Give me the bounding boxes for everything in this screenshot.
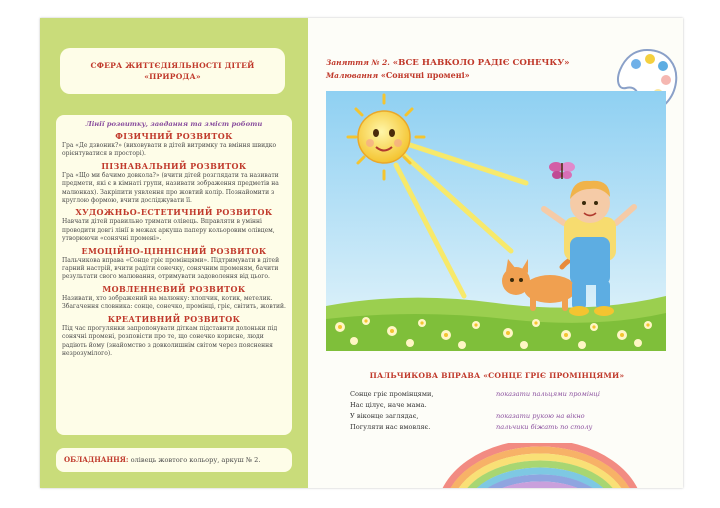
section-title-emotional: ЕМОЦІЙНО-ЦІННІСНИЙ РОЗВИТОК [81,245,267,256]
sphere-subtitle: «ПРИРОДА» [144,72,201,81]
section-title-creative: КРЕАТИВНИЙ РОЗВИТОК [107,313,241,324]
butterfly-icon [549,162,575,179]
rainbow-icon [435,443,645,488]
equipment-box [56,448,292,472]
drawing-heading [326,70,470,80]
drawing-title: «Сонячні промені» [378,70,470,80]
rhyme-line [350,390,650,401]
workbook-spread [40,18,683,488]
rhyme-line [350,423,650,434]
rhyme-line [350,412,650,423]
rhyme-action: пальчики біжать по столу [496,423,593,431]
lesson-label: Заняття № 2. [326,58,390,67]
lesson-title: «ВСЕ НАВКОЛО РАДІЄ СОНЕЧКУ» [389,58,570,68]
finger-exercise-title: ПАЛЬЧИКОВА ВПРАВА «СОНЦЕ ГРІЄ ПРОМІНЦЯМИ» [369,371,625,380]
sphere-header-box [60,48,285,94]
section-title-artistic: ХУДОЖНЬО-ЕСТЕТИЧНИЙ РОЗВИТОК [75,207,273,218]
rhyme-text: Сонце гріє промінцями, [350,390,434,398]
rhyme-text: Погуляти нас вмовляє. [350,423,431,431]
left-page [40,18,308,488]
section-title-cognitive: ПІЗНАВАЛЬНИЙ РОЗВИТОК [101,160,247,171]
rhyme-text: У віконце заглядає, [350,412,419,420]
rhyme-text: Нас цілує, наче мама. [350,401,427,409]
section-text-creative: Під час прогулянки запропонувати діткам підставити долоньки під сонячні промені, розповісти про те, що сонечко корисне, люди радіють йому (знайомство з довколишнім світом через пояснення незрозумілого). [62,324,278,357]
rhyme-action: показати рукою на вікно [496,412,585,420]
lesson-heading [326,58,570,68]
rhyme-line [350,401,650,412]
section-text-emotional: Пальчикова вправа «Сонце гріє промінцями». Підтримувати в дітей гарний настрій, вчити радіти сонечку, сонячним променям, бачити результати свого малювання, отримувати задоволення від цього. [62,256,280,281]
sphere-title: СФЕРА ЖИТТЄДІЯЛЬНОСТІ ДІТЕЙ [90,61,255,70]
equipment-text: олівець жовтого кольору, аркуш № 2. [128,456,261,464]
section-text-speech: Називати, хто зображений на малюнку: хлопчик, котик, метелик. Збагачення словника: сонце, сонечко, промінці, гріє, світить, жовтий. [62,294,286,311]
sunny-meadow-illustration [326,91,666,351]
section-text-artistic: Навчати дітей правильно тримати олівець. Вправляти в умінні проводити довгі лінії в межах аркуша паперу кольоровим олівцем, утворюючи «сонячні промені». [62,218,275,243]
section-title-speech: МОВЛЕННЄВИЙ РОЗВИТОК [102,283,246,294]
section-text-physical: Гра «Де дзвоник?» (виховувати в дітей витримку та вміння швидко орієнтуватися в просторі). [62,142,277,158]
rhyme-action: показати пальцями промінці [496,390,601,398]
section-title-physical: ФІЗИЧНИЙ РОЗВИТОК [115,131,233,141]
intro-heading: Лінії розвитку, завдання та зміст роботи [85,120,263,128]
development-lines-box [56,115,292,435]
equipment-label: ОБЛАДНАННЯ: [64,455,129,464]
section-text-cognitive: Гра «Що ми бачимо довкола?» (вчити дітей розглядати та називати предмети, які є в кімнаті групи, називати зображення предметів на малюнках). Закріпити уявлення про жовтий колір. Познайомити з круглою формою, вчити досліджувати її. [62,171,279,205]
drawing-label: Малювання [326,71,379,80]
